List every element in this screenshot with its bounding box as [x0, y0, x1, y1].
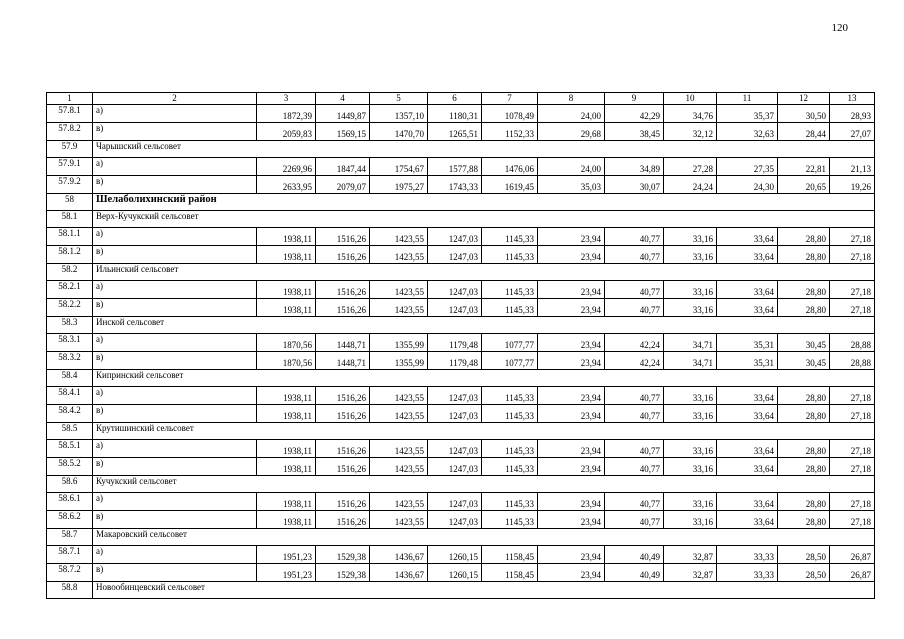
value-cell: 1145,33	[482, 493, 538, 511]
value-cell: 1938,11	[257, 440, 316, 458]
value-cell: 1938,11	[257, 299, 316, 317]
value-cell: 28,50	[778, 564, 830, 582]
value-cell: 2079,07	[316, 176, 370, 194]
value-cell: 23,94	[538, 511, 605, 529]
value-cell: 1938,11	[257, 281, 316, 299]
value-cell: 1754,67	[370, 158, 428, 176]
value-cell: 1423,55	[370, 511, 428, 529]
value-cell: 33,64	[717, 299, 778, 317]
value-cell: 28,80	[778, 493, 830, 511]
section-title: Верх-Кучукский сельсовет	[93, 211, 875, 228]
value-cell: 42,24	[605, 352, 664, 370]
row-variant: в)	[93, 352, 257, 370]
value-cell: 1938,11	[257, 246, 316, 264]
value-cell: 40,77	[605, 493, 664, 511]
row-code: 58.5.2	[47, 458, 93, 476]
value-cell: 27,18	[830, 246, 875, 264]
value-cell: 23,94	[538, 546, 605, 564]
value-cell: 32,87	[664, 564, 717, 582]
value-cell: 30,45	[778, 334, 830, 352]
value-cell: 42,29	[605, 105, 664, 123]
row-code: 58.8	[47, 582, 93, 599]
table-row	[47, 387, 875, 405]
value-cell: 1951,23	[257, 546, 316, 564]
value-cell: 1516,26	[316, 228, 370, 246]
value-cell: 24,00	[538, 158, 605, 176]
value-cell: 29,68	[538, 123, 605, 141]
value-cell: 2059,83	[257, 123, 316, 141]
value-cell: 1265,51	[428, 123, 482, 141]
value-cell: 1145,33	[482, 299, 538, 317]
value-cell: 1158,45	[482, 546, 538, 564]
column-number-cell: 6	[428, 93, 482, 105]
value-cell: 40,77	[605, 387, 664, 405]
row-code: 58.1	[47, 211, 93, 228]
row-code: 58.2	[47, 264, 93, 281]
value-cell: 1516,26	[316, 458, 370, 476]
value-cell: 42,24	[605, 334, 664, 352]
row-variant: а)	[93, 387, 257, 405]
value-cell: 33,64	[717, 387, 778, 405]
column-number-cell: 5	[370, 93, 428, 105]
value-cell: 33,16	[664, 387, 717, 405]
section-title: Чарышский сельсовет	[93, 141, 875, 158]
value-cell: 26,87	[830, 564, 875, 582]
row-code: 58.6.1	[47, 493, 93, 511]
value-cell: 28,88	[830, 352, 875, 370]
value-cell: 40,77	[605, 228, 664, 246]
value-cell: 1870,56	[257, 352, 316, 370]
value-cell: 33,64	[717, 440, 778, 458]
row-variant: в)	[93, 511, 257, 529]
value-cell: 33,64	[717, 228, 778, 246]
section-title: Крутишинский сельсовет	[93, 423, 875, 440]
value-cell: 1423,55	[370, 228, 428, 246]
value-cell: 32,87	[664, 546, 717, 564]
value-cell: 30,07	[605, 176, 664, 194]
value-cell: 40,77	[605, 281, 664, 299]
value-cell: 33,16	[664, 281, 717, 299]
value-cell: 28,93	[830, 105, 875, 123]
row-code: 57.9	[47, 141, 93, 158]
value-cell: 33,16	[664, 458, 717, 476]
row-code: 57.9.2	[47, 176, 93, 194]
row-code: 58.5	[47, 423, 93, 440]
value-cell: 40,77	[605, 299, 664, 317]
row-code: 57.8.1	[47, 105, 93, 123]
value-cell: 27,18	[830, 458, 875, 476]
value-cell: 1569,15	[316, 123, 370, 141]
column-number-cell: 1	[47, 93, 93, 105]
district-title: Шелаболихинский район	[93, 194, 875, 211]
table-row	[47, 493, 875, 511]
row-variant: а)	[93, 105, 257, 123]
district-row	[47, 194, 875, 211]
value-cell: 1619,45	[482, 176, 538, 194]
table-row	[47, 458, 875, 476]
row-code: 58.1.1	[47, 228, 93, 246]
value-cell: 40,77	[605, 405, 664, 423]
table-row	[47, 546, 875, 564]
value-cell: 32,12	[664, 123, 717, 141]
value-cell: 1247,03	[428, 511, 482, 529]
row-code: 58.3	[47, 317, 93, 334]
table-row	[47, 281, 875, 299]
value-cell: 27,18	[830, 493, 875, 511]
value-cell: 1247,03	[428, 387, 482, 405]
value-cell: 1938,11	[257, 493, 316, 511]
value-cell: 1145,33	[482, 281, 538, 299]
value-cell: 1423,55	[370, 299, 428, 317]
section-row	[47, 476, 875, 493]
value-cell: 23,94	[538, 387, 605, 405]
column-number-cell: 12	[778, 93, 830, 105]
value-cell: 27,18	[830, 299, 875, 317]
section-row	[47, 423, 875, 440]
value-cell: 33,16	[664, 246, 717, 264]
value-cell: 1077,77	[482, 352, 538, 370]
section-title: Кипринский сельсовет	[93, 370, 875, 387]
value-cell: 1872,39	[257, 105, 316, 123]
row-code: 58.7	[47, 529, 93, 546]
row-variant: а)	[93, 493, 257, 511]
value-cell: 30,50	[778, 105, 830, 123]
value-cell: 1423,55	[370, 458, 428, 476]
column-number-cell: 7	[482, 93, 538, 105]
tariff-table	[46, 92, 875, 599]
value-cell: 33,64	[717, 246, 778, 264]
section-row	[47, 211, 875, 228]
row-code: 58.7.2	[47, 564, 93, 582]
value-cell: 1938,11	[257, 458, 316, 476]
table-row	[47, 123, 875, 141]
value-cell: 1423,55	[370, 246, 428, 264]
value-cell: 23,94	[538, 405, 605, 423]
value-cell: 28,80	[778, 281, 830, 299]
value-cell: 27,18	[830, 387, 875, 405]
value-cell: 35,31	[717, 352, 778, 370]
column-number-cell: 3	[257, 93, 316, 105]
value-cell: 33,16	[664, 493, 717, 511]
value-cell: 1247,03	[428, 281, 482, 299]
value-cell: 1180,31	[428, 105, 482, 123]
value-cell: 1357,10	[370, 105, 428, 123]
value-cell: 30,45	[778, 352, 830, 370]
value-cell: 1938,11	[257, 387, 316, 405]
value-cell: 28,80	[778, 458, 830, 476]
value-cell: 28,80	[778, 299, 830, 317]
value-cell: 40,49	[605, 546, 664, 564]
value-cell: 40,77	[605, 440, 664, 458]
column-number-row	[47, 93, 875, 105]
value-cell: 1448,71	[316, 334, 370, 352]
value-cell: 20,65	[778, 176, 830, 194]
value-cell: 27,28	[664, 158, 717, 176]
value-cell: 1975,27	[370, 176, 428, 194]
value-cell: 40,77	[605, 511, 664, 529]
row-variant: а)	[93, 281, 257, 299]
row-variant: а)	[93, 334, 257, 352]
value-cell: 1078,49	[482, 105, 538, 123]
value-cell: 33,16	[664, 440, 717, 458]
section-row	[47, 264, 875, 281]
row-code: 58.2.1	[47, 281, 93, 299]
value-cell: 28,80	[778, 405, 830, 423]
section-row	[47, 317, 875, 334]
value-cell: 1743,33	[428, 176, 482, 194]
value-cell: 35,37	[717, 105, 778, 123]
row-variant: в)	[93, 176, 257, 194]
table-row	[47, 334, 875, 352]
value-cell: 28,44	[778, 123, 830, 141]
row-code: 58.2.2	[47, 299, 93, 317]
value-cell: 1938,11	[257, 228, 316, 246]
value-cell: 40,77	[605, 458, 664, 476]
value-cell: 34,71	[664, 352, 717, 370]
section-row	[47, 529, 875, 546]
value-cell: 19,26	[830, 176, 875, 194]
value-cell: 1516,26	[316, 493, 370, 511]
value-cell: 28,88	[830, 334, 875, 352]
value-cell: 1247,03	[428, 299, 482, 317]
value-cell: 1179,48	[428, 334, 482, 352]
value-cell: 33,16	[664, 228, 717, 246]
row-code: 58.6	[47, 476, 93, 493]
table-row	[47, 405, 875, 423]
value-cell: 2269,96	[257, 158, 316, 176]
row-variant: в)	[93, 246, 257, 264]
value-cell: 1145,33	[482, 228, 538, 246]
value-cell: 28,80	[778, 511, 830, 529]
value-cell: 32,63	[717, 123, 778, 141]
value-cell: 22,81	[778, 158, 830, 176]
value-cell: 1516,26	[316, 511, 370, 529]
section-title: Макаровский сельсовет	[93, 529, 875, 546]
value-cell: 1423,55	[370, 387, 428, 405]
value-cell: 1516,26	[316, 387, 370, 405]
value-cell: 24,24	[664, 176, 717, 194]
table-row	[47, 105, 875, 123]
value-cell: 1423,55	[370, 440, 428, 458]
value-cell: 28,50	[778, 546, 830, 564]
value-cell: 1436,67	[370, 546, 428, 564]
section-title: Кучукский сельсовет	[93, 476, 875, 493]
row-code: 58.5.1	[47, 440, 93, 458]
value-cell: 33,64	[717, 405, 778, 423]
row-code: 58.6.2	[47, 511, 93, 529]
row-code: 58.4.2	[47, 405, 93, 423]
value-cell: 34,76	[664, 105, 717, 123]
column-number-cell: 13	[830, 93, 875, 105]
value-cell: 33,64	[717, 511, 778, 529]
value-cell: 33,64	[717, 458, 778, 476]
value-cell: 1355,99	[370, 352, 428, 370]
section-title: Новообинцевский сельсовет	[93, 582, 875, 599]
value-cell: 21,13	[830, 158, 875, 176]
row-code: 57.8.2	[47, 123, 93, 141]
table-row	[47, 352, 875, 370]
value-cell: 1938,11	[257, 511, 316, 529]
value-cell: 27,18	[830, 511, 875, 529]
value-cell: 1529,38	[316, 564, 370, 582]
value-cell: 23,94	[538, 246, 605, 264]
column-number-cell: 11	[717, 93, 778, 105]
row-variant: в)	[93, 564, 257, 582]
column-number-cell: 9	[605, 93, 664, 105]
value-cell: 33,16	[664, 405, 717, 423]
value-cell: 1423,55	[370, 281, 428, 299]
section-title: Инской сельсовет	[93, 317, 875, 334]
table-row	[47, 158, 875, 176]
row-variant: в)	[93, 458, 257, 476]
value-cell: 33,16	[664, 511, 717, 529]
value-cell: 1145,33	[482, 511, 538, 529]
row-variant: а)	[93, 158, 257, 176]
value-cell: 1951,23	[257, 564, 316, 582]
value-cell: 1145,33	[482, 387, 538, 405]
value-cell: 28,80	[778, 440, 830, 458]
value-cell: 33,64	[717, 493, 778, 511]
value-cell: 1529,38	[316, 546, 370, 564]
row-code: 58.3.2	[47, 352, 93, 370]
value-cell: 23,94	[538, 299, 605, 317]
value-cell: 1847,44	[316, 158, 370, 176]
value-cell: 1577,88	[428, 158, 482, 176]
value-cell: 1516,26	[316, 299, 370, 317]
value-cell: 1355,99	[370, 334, 428, 352]
column-number-cell: 4	[316, 93, 370, 105]
column-number-cell: 10	[664, 93, 717, 105]
value-cell: 27,18	[830, 440, 875, 458]
value-cell: 1145,33	[482, 405, 538, 423]
value-cell: 1516,26	[316, 405, 370, 423]
table-row	[47, 176, 875, 194]
value-cell: 28,80	[778, 246, 830, 264]
value-cell: 1476,06	[482, 158, 538, 176]
row-code: 58.4	[47, 370, 93, 387]
value-cell: 23,94	[538, 334, 605, 352]
value-cell: 1516,26	[316, 246, 370, 264]
value-cell: 1077,77	[482, 334, 538, 352]
value-cell: 34,89	[605, 158, 664, 176]
value-cell: 1247,03	[428, 493, 482, 511]
table-row	[47, 246, 875, 264]
value-cell: 40,77	[605, 246, 664, 264]
value-cell: 1423,55	[370, 493, 428, 511]
value-cell: 23,94	[538, 228, 605, 246]
value-cell: 34,71	[664, 334, 717, 352]
value-cell: 33,64	[717, 281, 778, 299]
section-title: Ильинский сельсовет	[93, 264, 875, 281]
value-cell: 1516,26	[316, 440, 370, 458]
section-row	[47, 582, 875, 599]
value-cell: 23,94	[538, 281, 605, 299]
row-variant: в)	[93, 405, 257, 423]
value-cell: 1870,56	[257, 334, 316, 352]
value-cell: 35,31	[717, 334, 778, 352]
value-cell: 1449,87	[316, 105, 370, 123]
value-cell: 1145,33	[482, 246, 538, 264]
value-cell: 23,94	[538, 440, 605, 458]
value-cell: 1247,03	[428, 458, 482, 476]
value-cell: 1260,15	[428, 546, 482, 564]
value-cell: 23,94	[538, 352, 605, 370]
row-code: 57.9.1	[47, 158, 93, 176]
value-cell: 33,33	[717, 564, 778, 582]
value-cell: 1247,03	[428, 440, 482, 458]
column-number-cell: 2	[93, 93, 257, 105]
value-cell: 1247,03	[428, 228, 482, 246]
row-code: 58.7.1	[47, 546, 93, 564]
value-cell: 27,35	[717, 158, 778, 176]
value-cell: 1938,11	[257, 405, 316, 423]
row-variant: в)	[93, 299, 257, 317]
value-cell: 1448,71	[316, 352, 370, 370]
value-cell: 1247,03	[428, 246, 482, 264]
value-cell: 28,80	[778, 387, 830, 405]
page-number: 120	[831, 22, 848, 34]
row-code: 58	[47, 194, 93, 211]
row-code: 58.3.1	[47, 334, 93, 352]
value-cell: 1260,15	[428, 564, 482, 582]
table-row	[47, 228, 875, 246]
value-cell: 24,00	[538, 105, 605, 123]
table-row	[47, 511, 875, 529]
value-cell: 1516,26	[316, 281, 370, 299]
value-cell: 33,16	[664, 299, 717, 317]
value-cell: 23,94	[538, 564, 605, 582]
value-cell: 27,18	[830, 281, 875, 299]
value-cell: 38,45	[605, 123, 664, 141]
row-code: 58.4.1	[47, 387, 93, 405]
value-cell: 1436,67	[370, 564, 428, 582]
table-row	[47, 299, 875, 317]
value-cell: 2633,95	[257, 176, 316, 194]
value-cell: 1158,45	[482, 564, 538, 582]
column-number-cell: 8	[538, 93, 605, 105]
value-cell: 1179,48	[428, 352, 482, 370]
value-cell: 27,18	[830, 405, 875, 423]
value-cell: 27,07	[830, 123, 875, 141]
value-cell: 27,18	[830, 228, 875, 246]
value-cell: 28,80	[778, 228, 830, 246]
table-row	[47, 440, 875, 458]
value-cell: 26,87	[830, 546, 875, 564]
value-cell: 35,03	[538, 176, 605, 194]
row-variant: а)	[93, 440, 257, 458]
value-cell: 23,94	[538, 493, 605, 511]
value-cell: 23,94	[538, 458, 605, 476]
value-cell: 1247,03	[428, 405, 482, 423]
row-variant: а)	[93, 228, 257, 246]
value-cell: 33,33	[717, 546, 778, 564]
value-cell: 24,30	[717, 176, 778, 194]
row-code: 58.1.2	[47, 246, 93, 264]
value-cell: 40,49	[605, 564, 664, 582]
table-row	[47, 564, 875, 582]
value-cell: 1470,70	[370, 123, 428, 141]
value-cell: 1145,33	[482, 440, 538, 458]
value-cell: 1423,55	[370, 405, 428, 423]
value-cell: 1152,33	[482, 123, 538, 141]
value-cell: 1145,33	[482, 458, 538, 476]
section-row	[47, 370, 875, 387]
section-row	[47, 141, 875, 158]
row-variant: в)	[93, 123, 257, 141]
row-variant: а)	[93, 546, 257, 564]
